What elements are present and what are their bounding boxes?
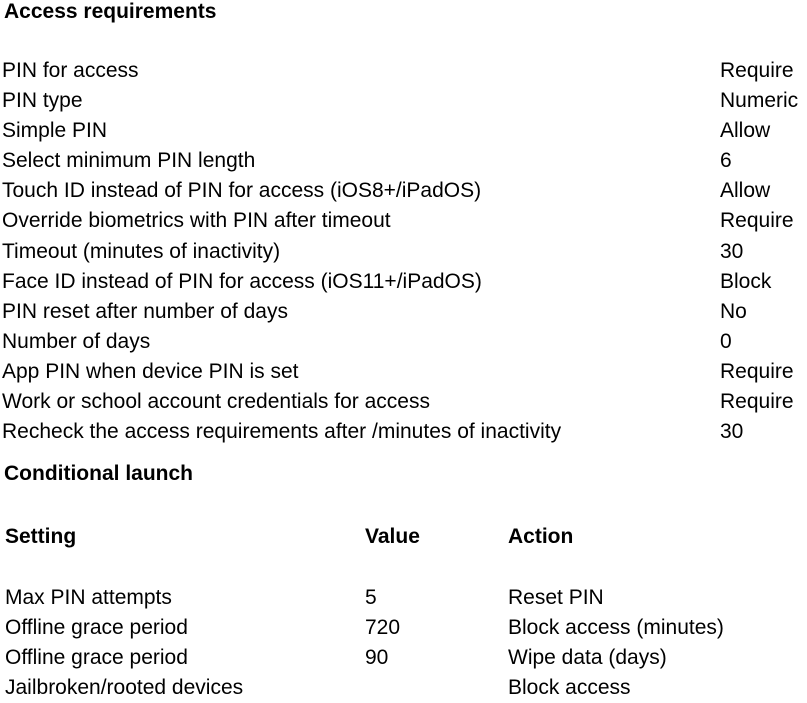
setting-label: Face ID instead of PIN for access (iOS11+/iPadOS) <box>2 269 482 293</box>
cell-action: Wipe data (days) <box>508 646 667 669</box>
cell-action: Reset PIN <box>508 586 604 609</box>
setting-label: PIN reset after number of days <box>2 299 288 323</box>
cell-setting: Max PIN attempts <box>5 586 172 609</box>
setting-row-pin-reset <box>0 297 807 327</box>
setting-value: 0 <box>720 329 732 353</box>
setting-label: Select minimum PIN length <box>2 149 256 173</box>
access-requirements-list <box>0 56 807 447</box>
setting-value: No <box>720 299 747 323</box>
setting-value: 30 <box>720 420 744 444</box>
setting-row-override-biometrics <box>0 206 807 236</box>
setting-value: Require <box>720 59 794 82</box>
setting-row-min-pin-length <box>0 146 807 176</box>
setting-label: App PIN when device PIN is set <box>2 359 299 383</box>
cell-setting: Offline grace period <box>5 646 188 669</box>
conditional-launch-table-header <box>0 522 807 552</box>
conditional-launch-table-body <box>0 583 807 703</box>
cell-value: 720 <box>365 616 401 639</box>
setting-label: Number of days <box>2 329 151 353</box>
setting-value: Numeric <box>720 89 799 113</box>
setting-label: Simple PIN <box>2 119 108 143</box>
cell-value: 5 <box>365 586 377 609</box>
setting-value: Allow <box>720 119 771 143</box>
setting-value: Require <box>720 390 794 414</box>
column-header-setting: Setting <box>5 525 77 548</box>
setting-row-work-credentials <box>0 387 807 417</box>
setting-row-face-id <box>0 267 807 297</box>
setting-row-number-of-days <box>0 327 807 357</box>
cell-setting: Offline grace period <box>5 616 188 639</box>
column-header-action: Action <box>508 525 574 548</box>
setting-row-pin-type <box>0 86 807 116</box>
table-row <box>0 673 807 703</box>
setting-value: 6 <box>720 149 732 173</box>
setting-label: Timeout (minutes of inactivity) <box>2 239 281 263</box>
setting-row-timeout <box>0 237 807 267</box>
setting-row-app-pin <box>0 357 807 387</box>
setting-row-simple-pin <box>0 116 807 146</box>
setting-label: Recheck the access requirements after /minutes of inactivity <box>2 420 562 444</box>
setting-label: PIN type <box>2 89 83 113</box>
access-requirements-heading: Access requirements <box>4 0 217 23</box>
table-row <box>0 643 807 673</box>
setting-value: Block <box>720 269 772 293</box>
column-header-value: Value <box>365 525 420 548</box>
setting-label: Override biometrics with PIN after timeout <box>2 209 391 233</box>
table-row <box>0 583 807 613</box>
cell-value: 90 <box>365 646 389 669</box>
cell-action: Block access <box>508 676 631 699</box>
cell-setting: Jailbroken/rooted devices <box>5 676 244 699</box>
setting-value: Require <box>720 359 794 383</box>
conditional-launch-heading: Conditional launch <box>4 462 193 485</box>
setting-value: Allow <box>720 179 771 203</box>
setting-value: Require <box>720 209 794 233</box>
setting-row-recheck <box>0 417 807 447</box>
table-row <box>0 613 807 643</box>
setting-label: PIN for access <box>2 59 139 82</box>
setting-label: Touch ID instead of PIN for access (iOS8+/iPadOS) <box>2 179 482 203</box>
cell-action: Block access (minutes) <box>508 616 724 639</box>
setting-row-pin-for-access <box>0 56 807 86</box>
setting-label: Work or school account credentials for access <box>2 390 430 414</box>
setting-row-touch-id <box>0 176 807 206</box>
setting-value: 30 <box>720 239 744 263</box>
